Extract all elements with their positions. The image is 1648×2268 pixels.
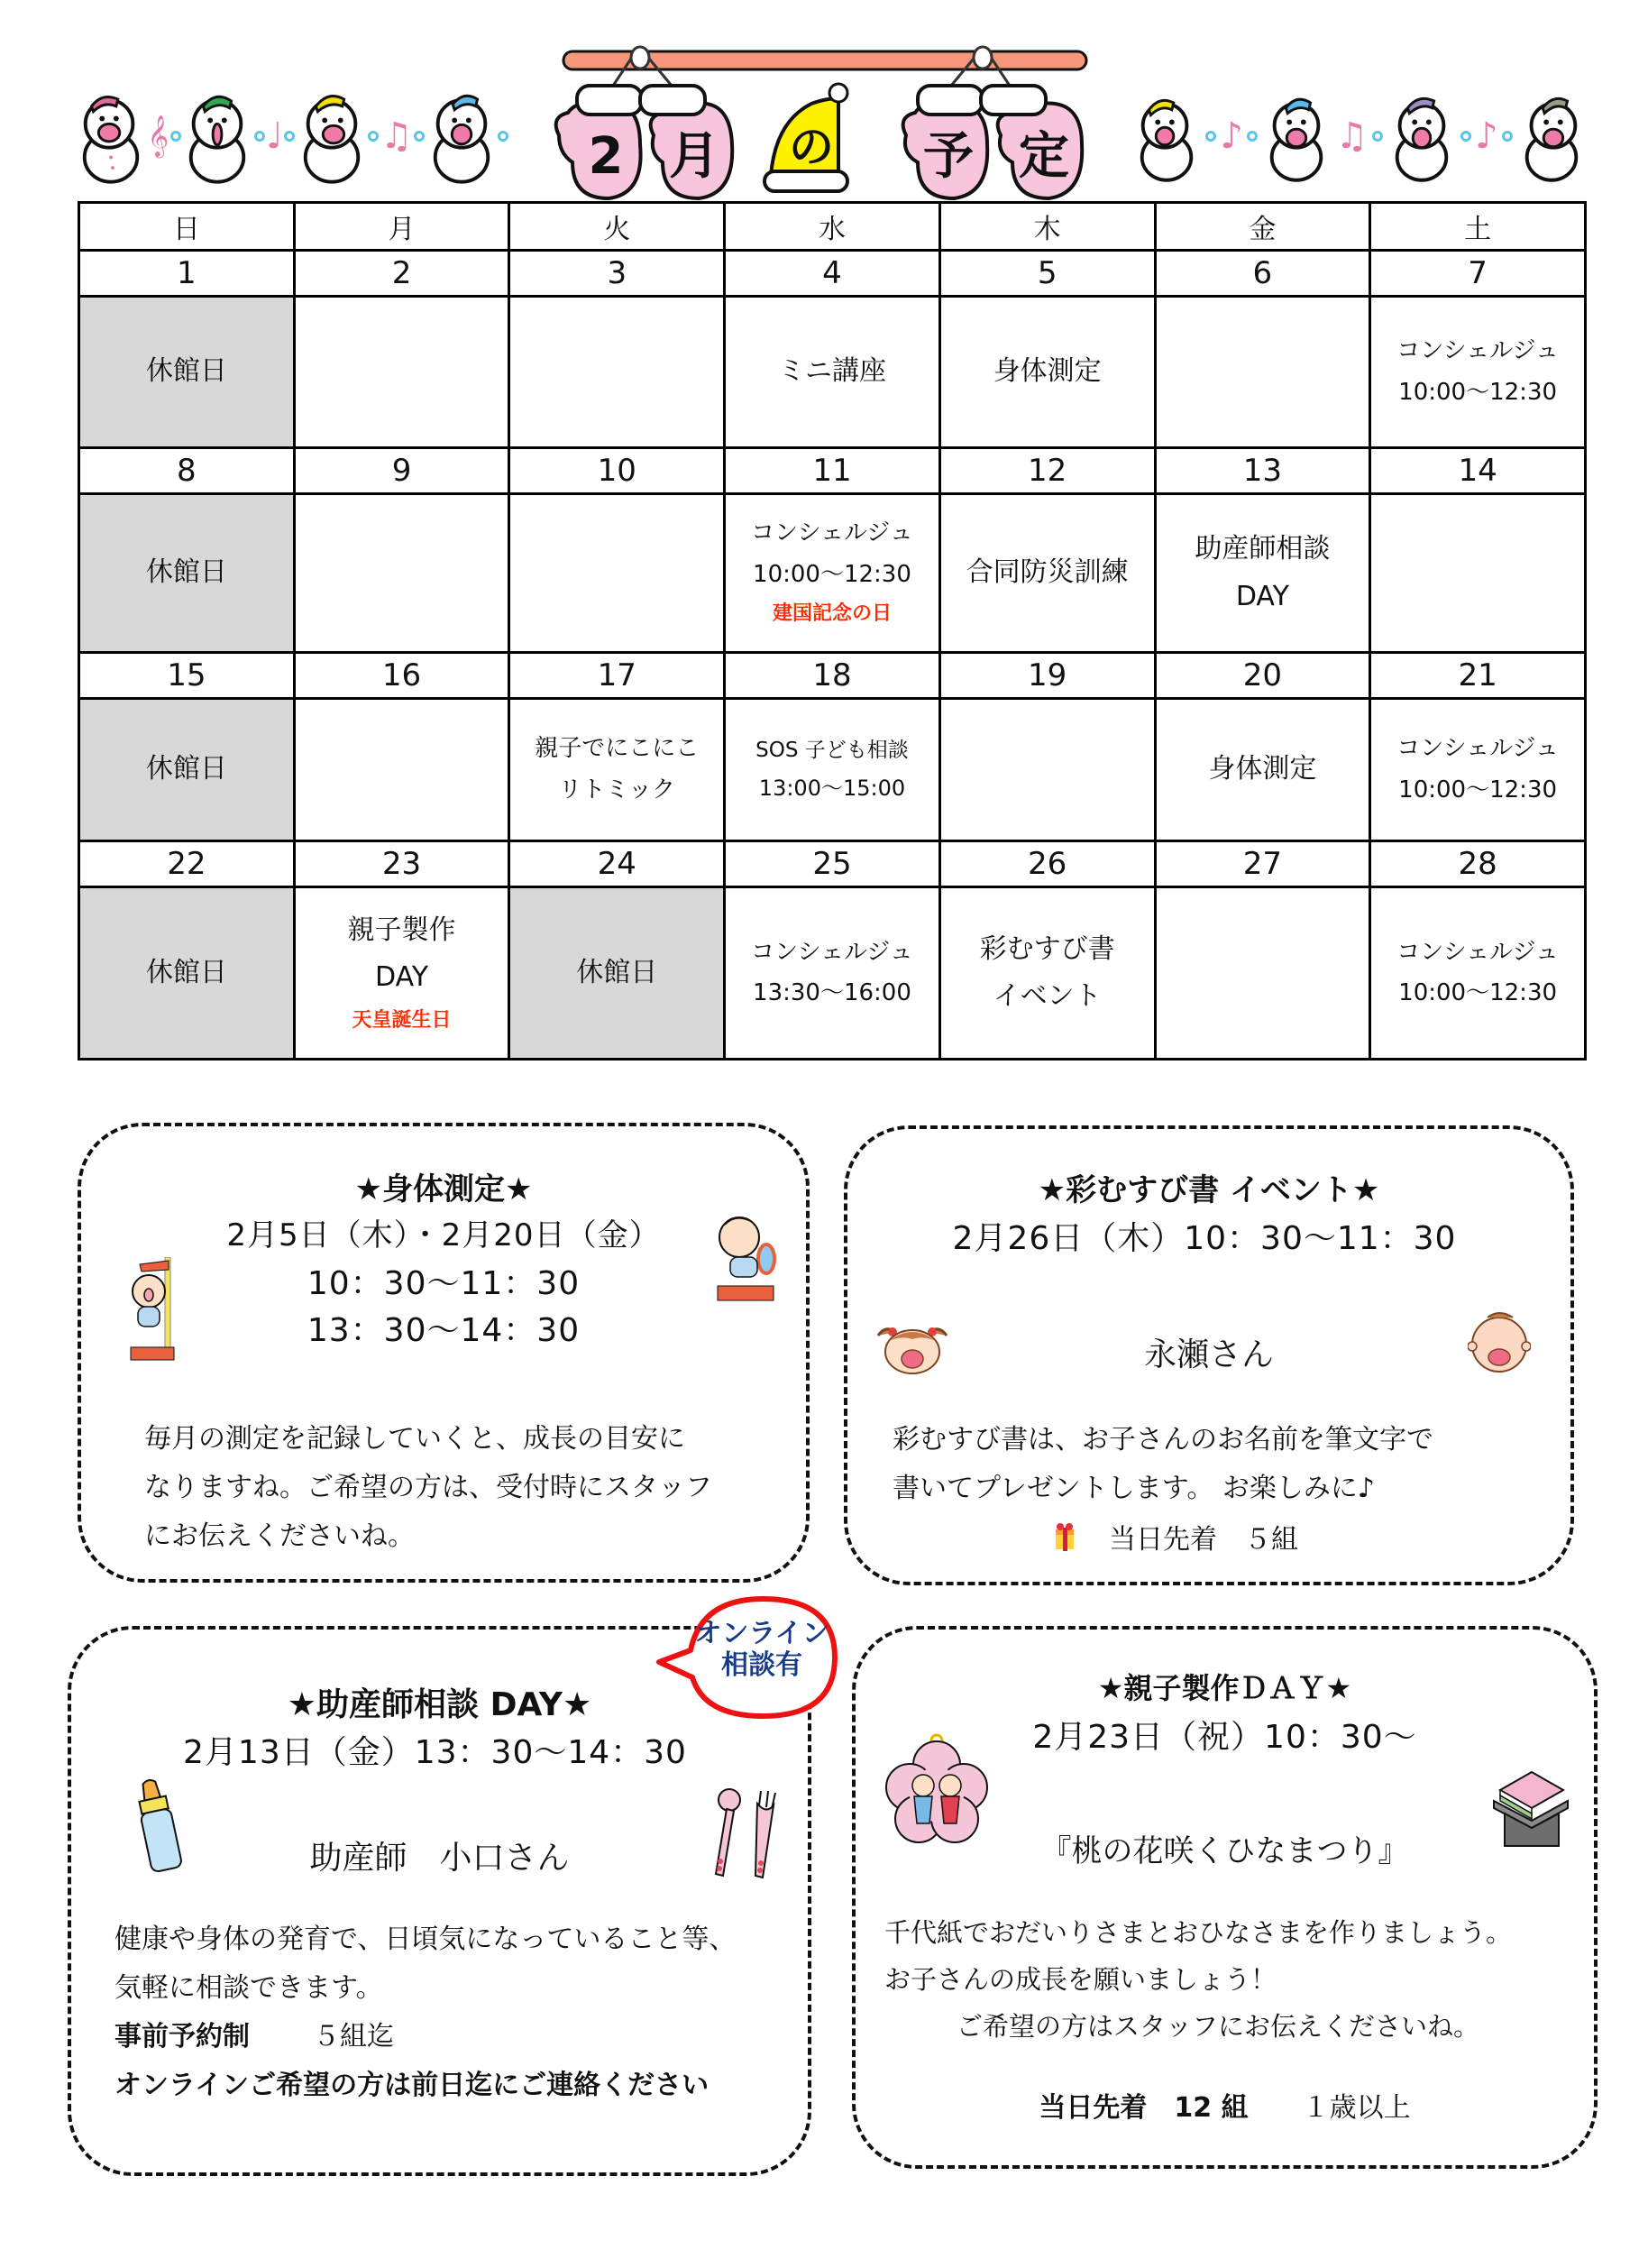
event-cell-empty xyxy=(509,494,725,653)
event-row xyxy=(79,297,1586,448)
weekday-wed: 水 xyxy=(725,203,940,251)
dot-icon xyxy=(254,131,265,142)
date-cell: 22 xyxy=(79,841,295,887)
event-text: リトミック xyxy=(558,776,675,803)
event-cell-empty xyxy=(294,297,509,448)
event-time: 10:00〜12:30 xyxy=(1398,979,1558,1006)
snowman-icon xyxy=(182,86,252,187)
dot-icon xyxy=(170,131,181,142)
event-text: DAY xyxy=(375,961,429,994)
event-cell xyxy=(725,699,940,841)
dot-icon xyxy=(368,131,379,142)
date-cell: 23 xyxy=(294,841,509,887)
date-cell: 1 xyxy=(79,251,295,297)
event-text: 助産師相談 xyxy=(1195,533,1331,565)
event-cell-empty xyxy=(1155,297,1370,448)
event-time: 10:00〜12:30 xyxy=(753,560,911,588)
body-line: お子さんの成長を願いましょう！ xyxy=(884,1964,1277,1996)
event-cell-empty xyxy=(294,494,509,653)
event-row xyxy=(79,887,1586,1060)
date-cell: 27 xyxy=(1155,841,1370,887)
dot-icon xyxy=(1502,131,1513,142)
box-title: ★身体測定★ xyxy=(354,1171,533,1207)
event-cell xyxy=(1155,494,1370,653)
event-time: 13:30〜16:00 xyxy=(753,979,911,1006)
snowman-icon xyxy=(1387,86,1457,187)
event-cell-closed xyxy=(79,494,295,653)
craft-theme: 『桃の花咲くひなまつり』 xyxy=(1040,1833,1409,1869)
body-line: 健康や身体の発育で、日頃気になっていること等、 xyxy=(114,1924,737,1955)
event-text: 休館日 xyxy=(145,956,227,988)
girl-face-icon xyxy=(876,1323,948,1375)
event-time: 10:00〜12:30 xyxy=(1398,776,1558,803)
date-cell: 12 xyxy=(939,448,1155,494)
body-line: なりますね。ご希望の方は、受付時にスタッフ xyxy=(144,1472,712,1503)
weekday-fri: 金 xyxy=(1155,203,1370,251)
measurement-info-box xyxy=(78,1123,810,1583)
capacity-row xyxy=(1055,1517,1298,1556)
baby-face-icon xyxy=(1468,1305,1531,1375)
date-cell: 14 xyxy=(1370,448,1586,494)
snowman-icon xyxy=(426,86,497,187)
box-body xyxy=(144,1415,712,1561)
event-cell xyxy=(725,297,940,448)
weekday-thu: 木 xyxy=(939,203,1155,251)
holiday-label: 天皇誕生日 xyxy=(352,1008,452,1032)
holiday-label: 建国記念の日 xyxy=(772,602,892,626)
snowman-icon xyxy=(1261,86,1332,187)
music-notes-icon: ♫ xyxy=(380,115,413,157)
event-text: 身体測定 xyxy=(1208,753,1317,785)
date-row xyxy=(79,448,1586,494)
date-row xyxy=(79,841,1586,887)
event-cell xyxy=(939,494,1155,653)
event-text: コンシェルジュ xyxy=(1396,735,1559,762)
box-title-text: ★助産師相談 DAY★ xyxy=(287,1686,592,1723)
capacity-text: 当日先着 ５組 xyxy=(1109,1524,1298,1556)
date-cell: 24 xyxy=(509,841,725,887)
date-cell: 5 xyxy=(939,251,1155,297)
date-cell: 16 xyxy=(294,653,509,699)
mittens-title-illustration xyxy=(541,36,1100,203)
snowman-icon xyxy=(1131,86,1202,187)
snowman-decoration-right xyxy=(1131,79,1587,192)
spoon-fork-icon xyxy=(707,1787,788,1882)
dot-icon xyxy=(284,131,295,142)
bubble-line: 相談有 xyxy=(721,1648,802,1681)
event-cell xyxy=(1370,887,1586,1060)
event-text: DAY xyxy=(1235,580,1289,612)
title-char: 月 xyxy=(669,127,719,186)
date-cell: 9 xyxy=(294,448,509,494)
box-body xyxy=(114,1915,736,2110)
body-line: にお伝えくださいね。 xyxy=(144,1520,415,1552)
date-cell: 15 xyxy=(79,653,295,699)
calligraphy-info-box xyxy=(844,1125,1574,1585)
event-cell xyxy=(1370,297,1586,448)
box-time: 13：30〜14：30 xyxy=(307,1312,581,1349)
body-line: 彩むすび書は、お子さんのお名前を筆文字で xyxy=(893,1424,1433,1455)
event-text: 休館日 xyxy=(145,753,227,785)
capacity-text: 当日先着 12 組 xyxy=(1039,2092,1249,2124)
event-text: SOS 子ども相談 xyxy=(755,739,909,763)
baby-bottle-icon xyxy=(125,1778,193,1878)
box-title: ★親子製作ＤＡＹ★ xyxy=(1097,1671,1352,1705)
baby-scale-icon xyxy=(712,1212,780,1311)
date-cell: 7 xyxy=(1370,251,1586,297)
music-note-icon: ♩ xyxy=(265,115,283,157)
event-text: コンシェルジュ xyxy=(751,519,913,547)
event-cell-empty xyxy=(1370,494,1586,653)
snowman-decoration-left xyxy=(76,79,508,192)
event-text: 合同防災訓練 xyxy=(966,556,1129,589)
calendar-table xyxy=(78,201,1587,1061)
box-body xyxy=(893,1416,1433,1513)
body-line: ご希望の方はスタッフにお伝えくださいね。 xyxy=(957,2011,1480,2043)
dot-icon xyxy=(414,131,425,142)
date-cell: 8 xyxy=(79,448,295,494)
event-row xyxy=(79,699,1586,841)
date-cell: 6 xyxy=(1155,251,1370,297)
online-note: オンラインご希望の方は前日迄にご連絡ください xyxy=(114,2070,710,2101)
event-cell xyxy=(294,887,509,1060)
box-time: 10：30〜11：30 xyxy=(307,1265,581,1302)
box-date: 2月5日（木）・2月20日（金） xyxy=(226,1217,661,1253)
hishimochi-icon xyxy=(1487,1765,1572,1855)
dot-icon xyxy=(1460,131,1471,142)
body-line: 毎月の測定を記録していくと、成長の目安に xyxy=(144,1423,685,1455)
event-row xyxy=(79,494,1586,653)
title-char: の xyxy=(789,121,834,173)
event-cell xyxy=(725,494,940,653)
event-cell xyxy=(509,699,725,841)
snowman-icon xyxy=(297,86,367,187)
dot-icon xyxy=(1372,131,1383,142)
music-notes-icon: ♫ xyxy=(1335,115,1369,157)
weekday-header-row xyxy=(79,203,1586,251)
event-cell-empty xyxy=(1155,887,1370,1060)
music-note-icon: ♪ xyxy=(1220,115,1243,157)
event-text: イベント xyxy=(993,980,1102,1012)
date-cell: 25 xyxy=(725,841,940,887)
weekday-mon: 月 xyxy=(294,203,509,251)
online-bubble-text xyxy=(694,1619,829,1681)
reservation-label: 事前予約制 xyxy=(114,2021,250,2052)
hina-dolls-flower-icon xyxy=(883,1733,1000,1850)
snowman-icon xyxy=(1516,86,1587,187)
date-cell: 18 xyxy=(725,653,940,699)
event-text: 休館日 xyxy=(576,956,658,988)
snowman-icon xyxy=(76,86,146,187)
dot-icon xyxy=(498,131,508,142)
date-row xyxy=(79,653,1586,699)
weekday-sat: 土 xyxy=(1370,203,1586,251)
capacity-row xyxy=(856,2085,1594,2125)
event-text: 親子製作 xyxy=(347,914,456,946)
reservation-value: ５組迄 xyxy=(313,2021,394,2052)
event-cell-empty xyxy=(294,699,509,841)
box-body xyxy=(884,1909,1512,2051)
title-char: 予 xyxy=(923,127,974,186)
event-text: 親子でにこにこ xyxy=(535,735,700,762)
event-cell xyxy=(939,887,1155,1060)
event-cell-empty xyxy=(509,297,725,448)
event-cell-closed xyxy=(79,887,295,1060)
date-cell: 21 xyxy=(1370,653,1586,699)
event-text: 彩むすび書 xyxy=(979,932,1115,965)
event-text: ミニ講座 xyxy=(777,355,886,388)
date-cell: 2 xyxy=(294,251,509,297)
date-row xyxy=(79,251,1586,297)
date-cell: 20 xyxy=(1155,653,1370,699)
date-cell: 17 xyxy=(509,653,725,699)
age-requirement: １歳以上 xyxy=(1302,2092,1411,2124)
body-line: 書いてプレゼントします。 お楽しみに♪ xyxy=(893,1473,1376,1504)
event-text: 身体測定 xyxy=(993,355,1102,388)
box-title: ★彩むすび書 イベント★ xyxy=(1038,1172,1380,1208)
date-cell: 19 xyxy=(939,653,1155,699)
date-cell: 11 xyxy=(725,448,940,494)
date-cell: 28 xyxy=(1370,841,1586,887)
date-cell: 4 xyxy=(725,251,940,297)
music-note-icon: ♪ xyxy=(1475,115,1498,157)
dot-icon xyxy=(1247,131,1258,142)
date-cell: 3 xyxy=(509,251,725,297)
event-text: コンシェルジュ xyxy=(751,938,913,966)
event-text: 休館日 xyxy=(145,355,227,388)
box-date: 2月26日（木）10：30〜11：30 xyxy=(952,1220,1457,1257)
event-cell xyxy=(939,297,1155,448)
event-text: コンシェルジュ xyxy=(1396,938,1559,966)
box-date: 2月13日（金）13：30〜14：30 xyxy=(183,1734,687,1771)
body-line: 気軽に相談できます。 xyxy=(114,1972,383,2004)
event-time: 13:00〜15:00 xyxy=(758,775,906,801)
event-text: コンシェルジュ xyxy=(1396,337,1559,364)
date-cell: 10 xyxy=(509,448,725,494)
event-cell-closed xyxy=(509,887,725,1060)
date-cell: 26 xyxy=(939,841,1155,887)
reservation-line xyxy=(114,2013,736,2061)
baby-height-measure-icon xyxy=(122,1257,189,1365)
event-cell-closed xyxy=(79,297,295,448)
event-cell xyxy=(1155,699,1370,841)
host-name: 助産師 小口さん xyxy=(309,1840,570,1877)
box-date: 2月23日（祝）10：30〜 xyxy=(1032,1719,1417,1756)
weekday-tue: 火 xyxy=(509,203,725,251)
bubble-line: オンライン xyxy=(694,1618,829,1649)
event-cell xyxy=(725,887,940,1060)
dot-icon xyxy=(1205,131,1216,142)
page-title-graphic xyxy=(541,36,1100,203)
event-cell-closed xyxy=(79,699,295,841)
event-cell xyxy=(1370,699,1586,841)
treble-clef-icon: 𝄞 xyxy=(147,115,169,157)
weekday-sun: 日 xyxy=(79,203,295,251)
title-char: 定 xyxy=(1019,127,1069,186)
craft-info-box xyxy=(852,1626,1598,2169)
event-cell-empty xyxy=(939,699,1155,841)
date-cell: 13 xyxy=(1155,448,1370,494)
event-text: 休館日 xyxy=(145,556,227,589)
title-char: 2 xyxy=(588,127,624,186)
body-line: 千代紙でおだいりさまとおひなさまを作りましょう。 xyxy=(884,1917,1513,1948)
gift-icon xyxy=(1055,1522,1075,1551)
event-time: 10:00〜12:30 xyxy=(1398,378,1558,406)
host-name: 永瀬さん xyxy=(1143,1336,1274,1373)
